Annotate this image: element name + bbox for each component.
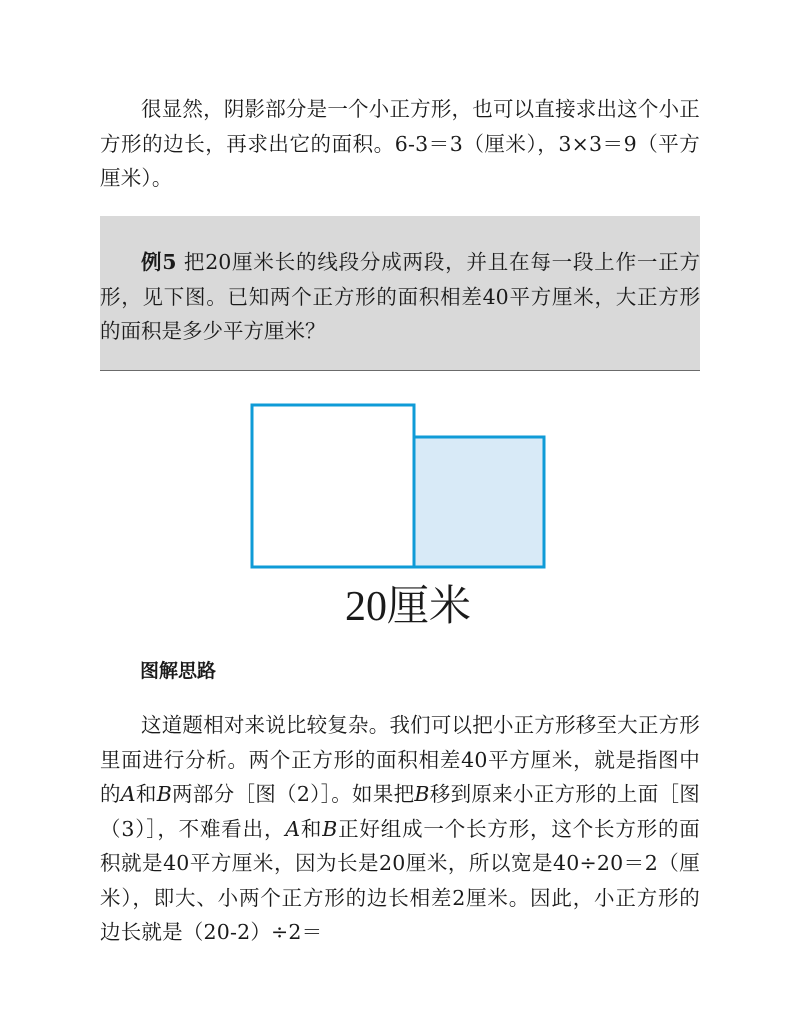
label-a: A (120, 782, 136, 806)
section-heading: 图解思路 (140, 660, 217, 682)
large-square (252, 405, 414, 567)
solution-text-3: 两部分［图（2）］。如果把 (171, 782, 415, 806)
small-square-shaded (414, 437, 544, 567)
figure-length-label: 20厘米 (345, 584, 472, 630)
example-box (100, 216, 700, 371)
label-b: B (414, 782, 430, 806)
solution-text-2: 和 (135, 782, 157, 806)
solution-text-1: 这道题相对来说比较复杂。我们可以把小正方形移至大正方形里面进行分析。两个正方形的面积相差40平方厘米，就是指图中的 (100, 713, 700, 806)
solution-text-4: 移到原来小正方形的上面［图（3）］，不难看出， (100, 782, 700, 841)
intro-paragraph: 很显然，阴影部分是一个小正方形，也可以直接求出这个小正方形的边长，再求出它的面积。6-3＝3（厘米），3×3＝9（平方厘米）。 (100, 97, 700, 190)
solution-paragraph (100, 708, 700, 950)
label-b: B (322, 816, 338, 841)
solution-text-6: 正好组成一个长方形，这个长方形的面积就是40平方厘米，因为长是20厘米，所以宽是40÷20＝2（厘米），即大、小两个正方形的边长相差2厘米。因此，小正方形的边长就是（20-2）÷2＝ (100, 816, 701, 944)
example-label: 例5 (141, 250, 177, 274)
two-squares-figure (240, 395, 560, 575)
example-body: 把20厘米长的线段分成两段，并且在每一段上作一正方形，见下图。已知两个正方形的面积相差40平方厘米，大正方形的面积是多少平方厘米？ (100, 250, 700, 343)
label-b: B (156, 782, 172, 806)
solution-text-5: 和 (300, 816, 323, 841)
label-a: A (285, 816, 301, 841)
example-text (100, 245, 700, 349)
